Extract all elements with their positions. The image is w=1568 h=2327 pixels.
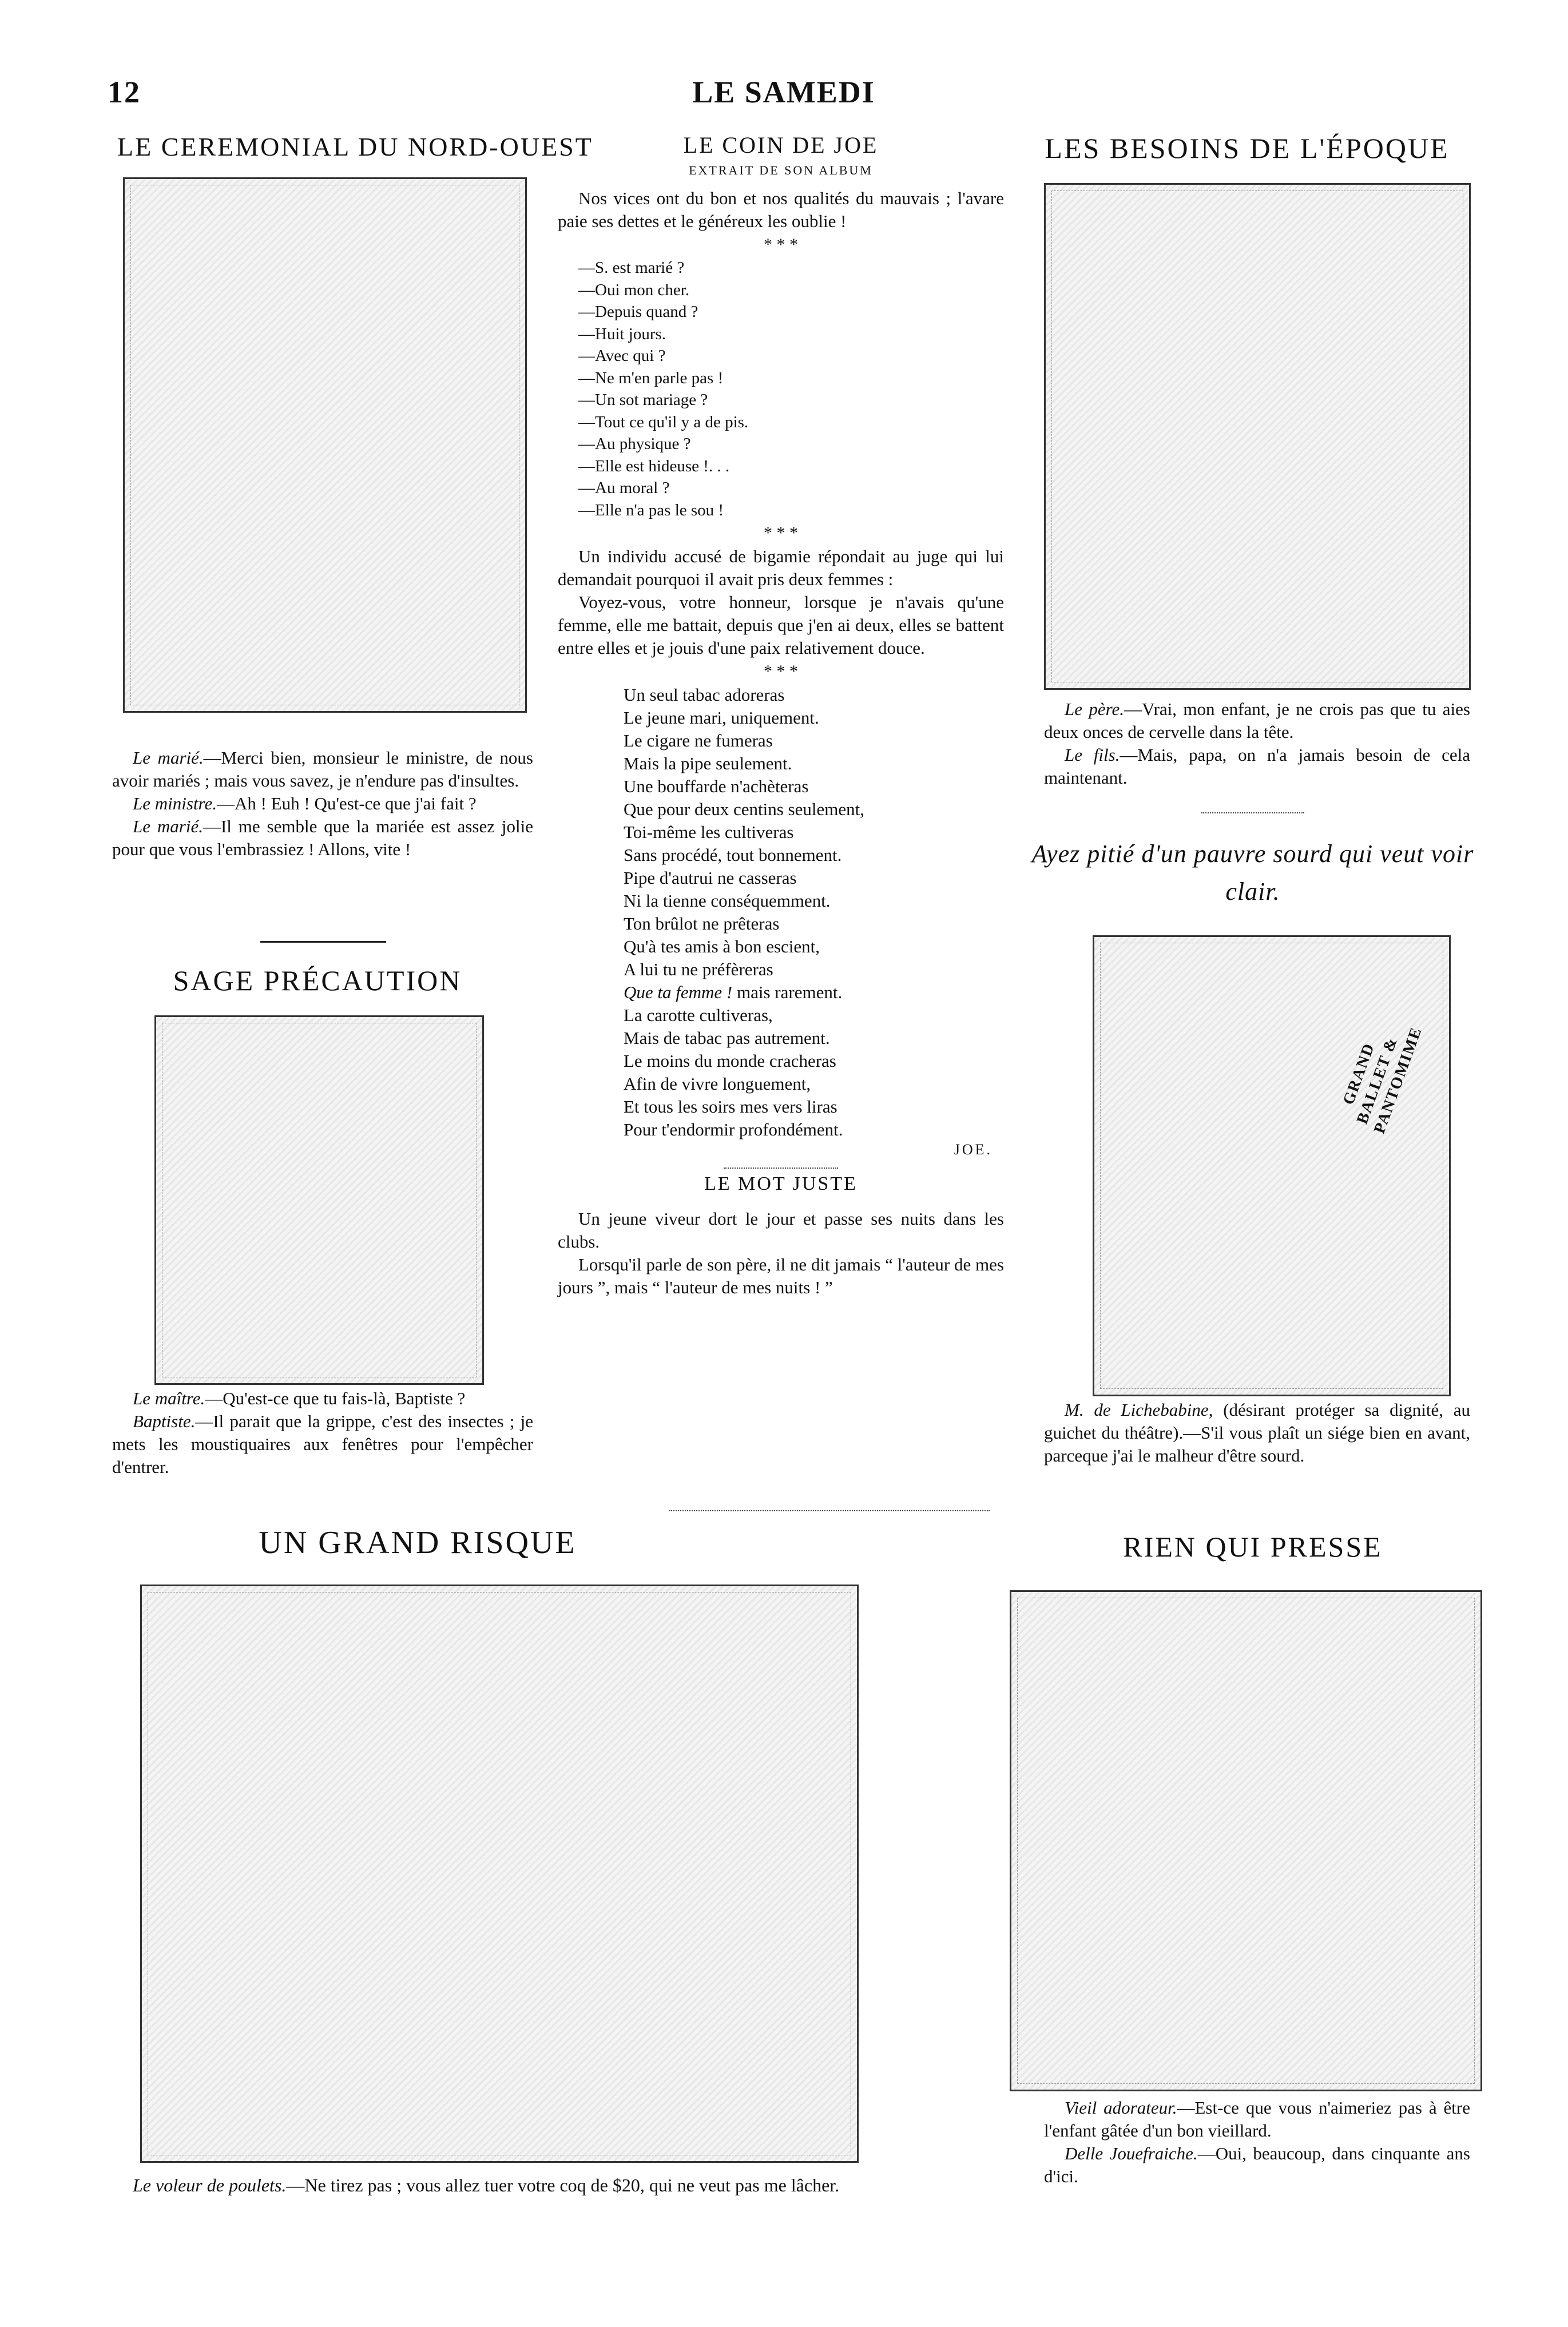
caption-line: Le marié.—Merci bien, monsieur le ministre, de nous avoir mariés ; mais vous savez, je n'endure pas d'insultes.	[112, 748, 533, 791]
caption-line: Le père.—Vrai, mon enfant, je ne crois pas que tu aies deux onces de cervelle dans la tête.	[1044, 699, 1470, 742]
asterism: * * *	[764, 523, 798, 542]
poem-line: Le moins du monde cracheras	[624, 1051, 836, 1071]
dialogue-line: —Elle est hideuse !. . .	[578, 456, 730, 475]
poem-line: Que pour deux centins seulement,	[624, 799, 864, 819]
page-number: 12	[108, 75, 141, 109]
col1-title: LE CEREMONIAL DU NORD-OUEST	[117, 132, 593, 161]
illustration-risque	[140, 1585, 859, 2163]
asterism: * * *	[764, 235, 798, 254]
poem-line: Qu'à tes amis à bon escient,	[624, 936, 820, 956]
ayez-title: Ayez pitié d'un pauvre sourd qui veut voir clair.	[1031, 840, 1474, 906]
risque-title: UN GRAND RISQUE	[259, 1525, 577, 1560]
dialogue-line: —Tout ce qu'il y a de pis.	[578, 412, 749, 431]
mot-title: LE MOT JUSTE	[704, 1173, 858, 1194]
col2-title: LE COIN DE JOE	[683, 132, 879, 158]
col2-subtitle: EXTRAIT DE SON ALBUM	[689, 163, 873, 177]
caption-line: Le ministre.—Ah ! Euh ! Qu'est-ce que j'ai fait ?	[133, 793, 477, 813]
sage-title: SAGE PRÉCAUTION	[173, 964, 462, 996]
illustration-ceremonial	[123, 177, 527, 713]
divider	[1201, 812, 1304, 813]
illustration-sage	[154, 1015, 484, 1385]
presse-caption	[1044, 2096, 1470, 2188]
section-divider	[669, 1510, 990, 1511]
poem-line: Ton brûlot ne prêteras	[624, 914, 780, 934]
dialogue-line: —Ne m'en parle pas !	[578, 368, 724, 387]
poem-line: Toi-même les cultiveras	[624, 822, 794, 842]
presse-title: RIEN QUI PRESSE	[1123, 1531, 1383, 1563]
poem-line: Que ta femme ! mais rarement.	[624, 982, 843, 1002]
divider	[724, 1168, 838, 1169]
poem-line: Mais la pipe seulement.	[624, 753, 792, 773]
bigamy-text: Un individu accusé de bigamie répondait au juge qui lui demandait pourquoi il avait pris deux femmes : Voyez-vous, votre honneur, lorsque je n'avais qu'une femme, elle me battait, depuis que j'en ai deux, elles se battent entre elles et je jouis d'une paix relativement douce.	[558, 546, 1004, 658]
col3-title: LES BESOINS DE L'ÉPOQUE	[1045, 132, 1450, 164]
poem-line: Ni la tienne conséquemment.	[624, 891, 831, 911]
illustration-presse	[1010, 1590, 1482, 2091]
poem-line: Mais de tabac pas autrement.	[624, 1028, 830, 1048]
caption-line: Le marié.—Il me semble que la mariée est assez jolie pour que vous l'embrassiez ! Allons, vite !	[112, 816, 533, 859]
caption-line: M. de Lichebabine, (désirant protéger sa dignité, au guichet du théâtre).—S'il vous plaît un siége bien en avant, parceque j'ai le malheur d'être sourd.	[1044, 1400, 1470, 1466]
dialogue-line: —Avec qui ?	[578, 347, 666, 365]
col2	[558, 132, 1004, 1299]
dialogue-line: —Huit jours.	[578, 324, 666, 343]
dialogue-line: —Oui mon cher.	[578, 280, 690, 299]
risque-caption	[112, 2174, 930, 2197]
caption-line: Baptiste.—Il parait que la grippe, c'est des insectes ; je mets les moustiquaires aux fenêtres pour l'empêcher d'entrer.	[112, 1411, 533, 1477]
sage-caption	[112, 1387, 533, 1479]
illustration-besoins	[1044, 183, 1471, 690]
poem-line: La carotte cultiveras,	[624, 1005, 773, 1025]
poem-line: Pipe d'autrui ne casseras	[624, 868, 797, 888]
dialogue-line: —Au moral ?	[578, 479, 670, 497]
caption-line: Le voleur de poulets.—Ne tirez pas ; vous allez tuer votre coq de $20, qui ne veut pas me lâcher.	[133, 2175, 840, 2195]
poem-line: Et tous les soirs mes vers liras	[624, 1097, 837, 1117]
dialogue-line: —Elle n'a pas le sou !	[578, 501, 724, 519]
poem-line: Le jeune mari, uniquement.	[624, 708, 819, 728]
caption-line: Le fils.—Mais, papa, on n'a jamais besoin de cela maintenant.	[1044, 745, 1470, 788]
illustration-sourd	[1093, 935, 1451, 1396]
sourd-caption	[1044, 1399, 1470, 1467]
divider	[260, 941, 386, 943]
col3-caption	[1044, 698, 1470, 789]
dialogue-line: —Au physique ?	[578, 435, 691, 453]
poem-line: Une bouffarde n'achèteras	[624, 776, 809, 796]
col1-caption	[112, 746, 533, 861]
caption-line: Vieil adorateur.—Est-ce que vous n'aimeriez pas à être l'enfant gâtée d'un bon vieillard.	[1044, 2098, 1470, 2141]
poem-line: Pour t'endormir profondément.	[624, 1119, 843, 1139]
poem-line: A lui tu ne préfèreras	[624, 959, 773, 979]
poem-line: Le cigare ne fumeras	[624, 730, 773, 750]
poem-line: Un seul tabac adoreras	[624, 685, 785, 705]
caption-line: Delle Jouefraiche.—Oui, beaucoup, dans cinquante ans d'ici.	[1044, 2143, 1470, 2186]
dialogue-line: —S. est marié ?	[578, 259, 685, 277]
dialogue	[578, 257, 1004, 521]
dialogue-line: —Un sot mariage ?	[578, 391, 708, 409]
asterism: * * *	[764, 662, 798, 681]
caption-line: Le maître.—Qu'est-ce que tu fais-là, Baptiste ?	[133, 1388, 466, 1408]
signature: JOE.	[954, 1141, 993, 1158]
poem-line: Afin de vivre longuement,	[624, 1074, 811, 1094]
mot-text: Un jeune viveur dort le jour et passe ses nuits dans les clubs. Lorsqu'il parle de son père, il ne dit jamais “ l'auteur de mes jours ”, mais “ l'auteur de mes nuits ! ”	[558, 1209, 1004, 1297]
poem-line: Sans procédé, tout bonnement.	[624, 845, 842, 865]
poster-text: GRAND BALLET & PANTOMIME	[1339, 1024, 1426, 1136]
dialogue-line: —Depuis quand ?	[578, 303, 698, 321]
poem	[624, 684, 1004, 1141]
journal-title: LE SAMEDI	[692, 75, 875, 109]
col2-intro: Nos vices ont du bon et nos qualités du mauvais ; l'avare paie ses dettes et le généreux les oublie !	[558, 188, 1004, 231]
